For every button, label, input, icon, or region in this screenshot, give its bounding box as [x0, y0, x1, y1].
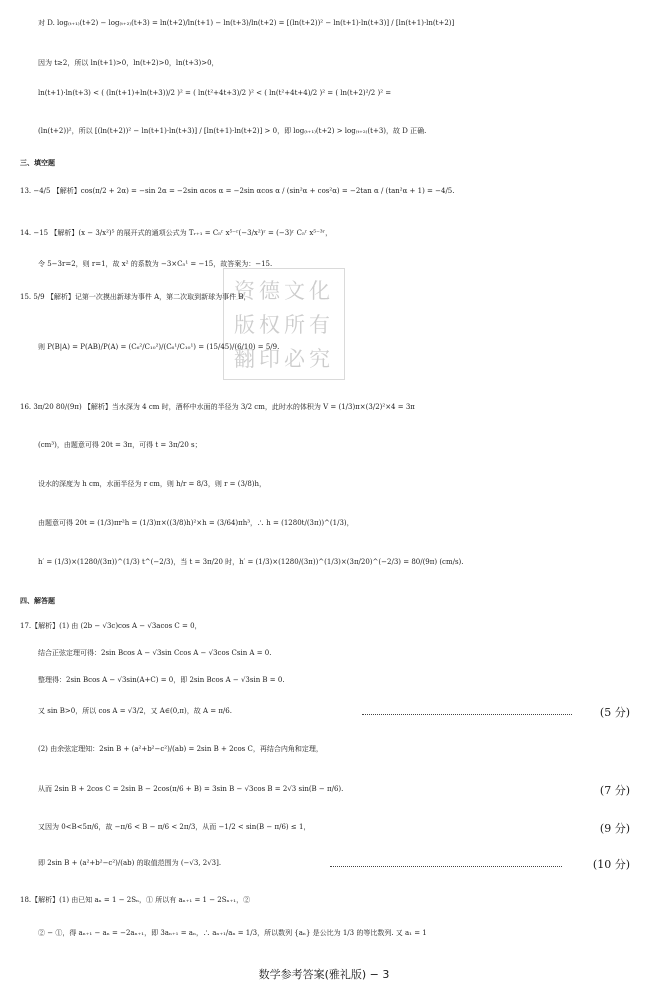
q16-line-3: 设水的深度为 h cm，水面半径为 r cm，则 h/r = 8/3，则 r = (3/8)h， [38, 480, 267, 488]
d-inequality-line: ln(t+1)·ln(t+3) < ( (ln(t+1)+ln(t+3))/2 )² = ( ln(t²+4t+3)/2 )² < ( ln(t²+4t+4)/2 )² = ( ln(t+2)²/2 )² = [38, 89, 392, 97]
q17-line-6: 从而 2sin B + 2cos C = 2sin B − 2cos(π/6 + B) = 3sin B − √3cos B = 2√3 sin(B − π/6). [38, 785, 344, 793]
q17-line-8: 即 2sin B + (a²+b²−c²)/(ab) 的取值范围为 (−√3, 2√3]. [38, 859, 222, 867]
section-heading-solutions: 四、解答题 [20, 597, 55, 605]
section-heading-fill-in: 三、填空题 [20, 159, 55, 167]
score-label: (7 分) [599, 784, 630, 797]
leader-dots [362, 706, 572, 715]
q16-line-5: h′ = (1/3)×(1280/(3π))^(1/3) t^(−2/3)，当 t = 3π/20 时，h′ = (1/3)×(1280/(3π))^(1/3)×(3π/20)^(−2/3) = 80/(9π) (cm/s). [38, 558, 464, 566]
q14-line-1: 14. −15 【解析】(x − 3/x²)⁵ 的展开式的通项公式为 Tᵣ₊₁ = C₅ʳ x⁵⁻ʳ(−3/x²)ʳ = (−3)ʳ C₅ʳ x⁵⁻³ʳ， [20, 229, 333, 237]
watermark-line-2: 版权所有 [234, 313, 334, 337]
q17-line-3: 整理得：2sin Bcos A − √3sin(A+C) = 0，即 2sin Bcos A − √3sin B = 0. [38, 676, 285, 684]
q18-line-1: 18.【解析】(1) 由已知 aₙ = 1 − 2Sₙ，① 所以有 aₙ₊₁ = 1 − 2Sₙ₊₁，② [20, 896, 251, 904]
q16-line-2: (cm³)，由题意可得 20t = 3π，可得 t = 3π/20 s； [38, 441, 202, 449]
q13-line: 13. −4/5 【解析】cos(π/2 + 2α) = −sin 2α = −2sin αcos α = −2sin αcos α / (sin²α + cos²α) = −2tan α / (tan²α + 1) = −4/5. [20, 187, 455, 195]
q17-line-4: 又 sin B>0，所以 cos A = √3/2，又 A∈(0,π)，故 A = π/6. [38, 707, 232, 715]
d-because-line: 因为 t≥2，所以 ln(t+1)>0，ln(t+2)>0，ln(t+3)>0， [38, 59, 219, 67]
q17-line-1: 17.【解析】(1) 由 (2b − √3c)cos A − √3acos C = 0， [20, 622, 202, 630]
d-option-line: 对 D. log₍ₜ₊₁₎(t+2) − log₍ₜ₊₂₎(t+3) = ln(t+2)/ln(t+1) − ln(t+3)/ln(t+2) = [(ln(t+2))² − ln(t+1)·ln(t+3)] / [ln(t+1)·ln(t+2)] [38, 19, 455, 27]
d-conclusion-line: (ln(t+2))²，所以 [(ln(t+2))² − ln(t+1)·ln(t+3)] / [ln(t+1)·ln(t+2)] > 0，即 log₍ₜ₊₁₎(t+2) > log₍ₜ₊₂₎(t+3)，故 D 正确. [38, 127, 427, 135]
watermark-line-1: 资德文化 [234, 279, 334, 303]
copyright-watermark [223, 268, 345, 380]
score-label: (5 分) [599, 706, 630, 719]
q15-line-2: 则 P(B|A) = P(AB)/P(A) = (C₆²/C₁₀²)/(C₆¹/C₁₀¹) = (15/45)/(6/10) = 5/9. [38, 343, 280, 351]
q18-line-2: ② − ①，得 aₙ₊₁ − aₙ = −2aₙ₊₁，即 3aₙ₊₁ = aₙ，∴ aₙ₊₁/aₙ = 1/3，所以数列 {aₙ} 是公比为 1/3 的等比数列. 又 a₁ = 1 [38, 929, 427, 937]
q16-line-1: 16. 3π/20 80/(9π) 【解析】当水深为 4 cm 时，酒杯中水面的半径为 3/2 cm，此时水的体积为 V = (1/3)π×(3/2)²×4 = 3π [20, 403, 415, 411]
watermark-line-3: 翻印必究 [234, 347, 334, 371]
q17-line-2: 结合正弦定理可得：2sin Bcos A − √3sin Ccos A − √3cos Csin A = 0. [38, 649, 272, 657]
leader-dots [330, 858, 562, 867]
q16-line-4: 由题意可得 20t = (1/3)πr²h = (1/3)π×((3/8)h)²×h = (3/64)πh³，∴ h = (1280t/(3π))^(1/3)， [38, 519, 354, 527]
q14-line-2: 令 5−3r=2，则 r=1，故 x² 的系数为 −3×C₅¹ = −15，故答案为：−15. [38, 260, 273, 268]
q15-line-1: 15. 5/9 【解析】记第一次摸出新球为事件 A，第二次取到新球为事件 B， [20, 293, 251, 301]
q17-line-7: 又因为 0<B<5π/6，故 −π/6 < B − π/6 < 2π/3，从而 −1/2 < sin(B − π/6) ≤ 1， [38, 823, 311, 831]
score-label: (10 分) [592, 858, 630, 871]
q17-line-5: (2) 由余弦定理知：2sin B + (a²+b²−c²)/(ab) = 2sin B + 2cos C，再结合内角和定理， [38, 745, 323, 753]
score-label: (9 分) [599, 822, 630, 835]
page-footer: 数学参考答案(雅礼版) − 3 [258, 968, 390, 981]
